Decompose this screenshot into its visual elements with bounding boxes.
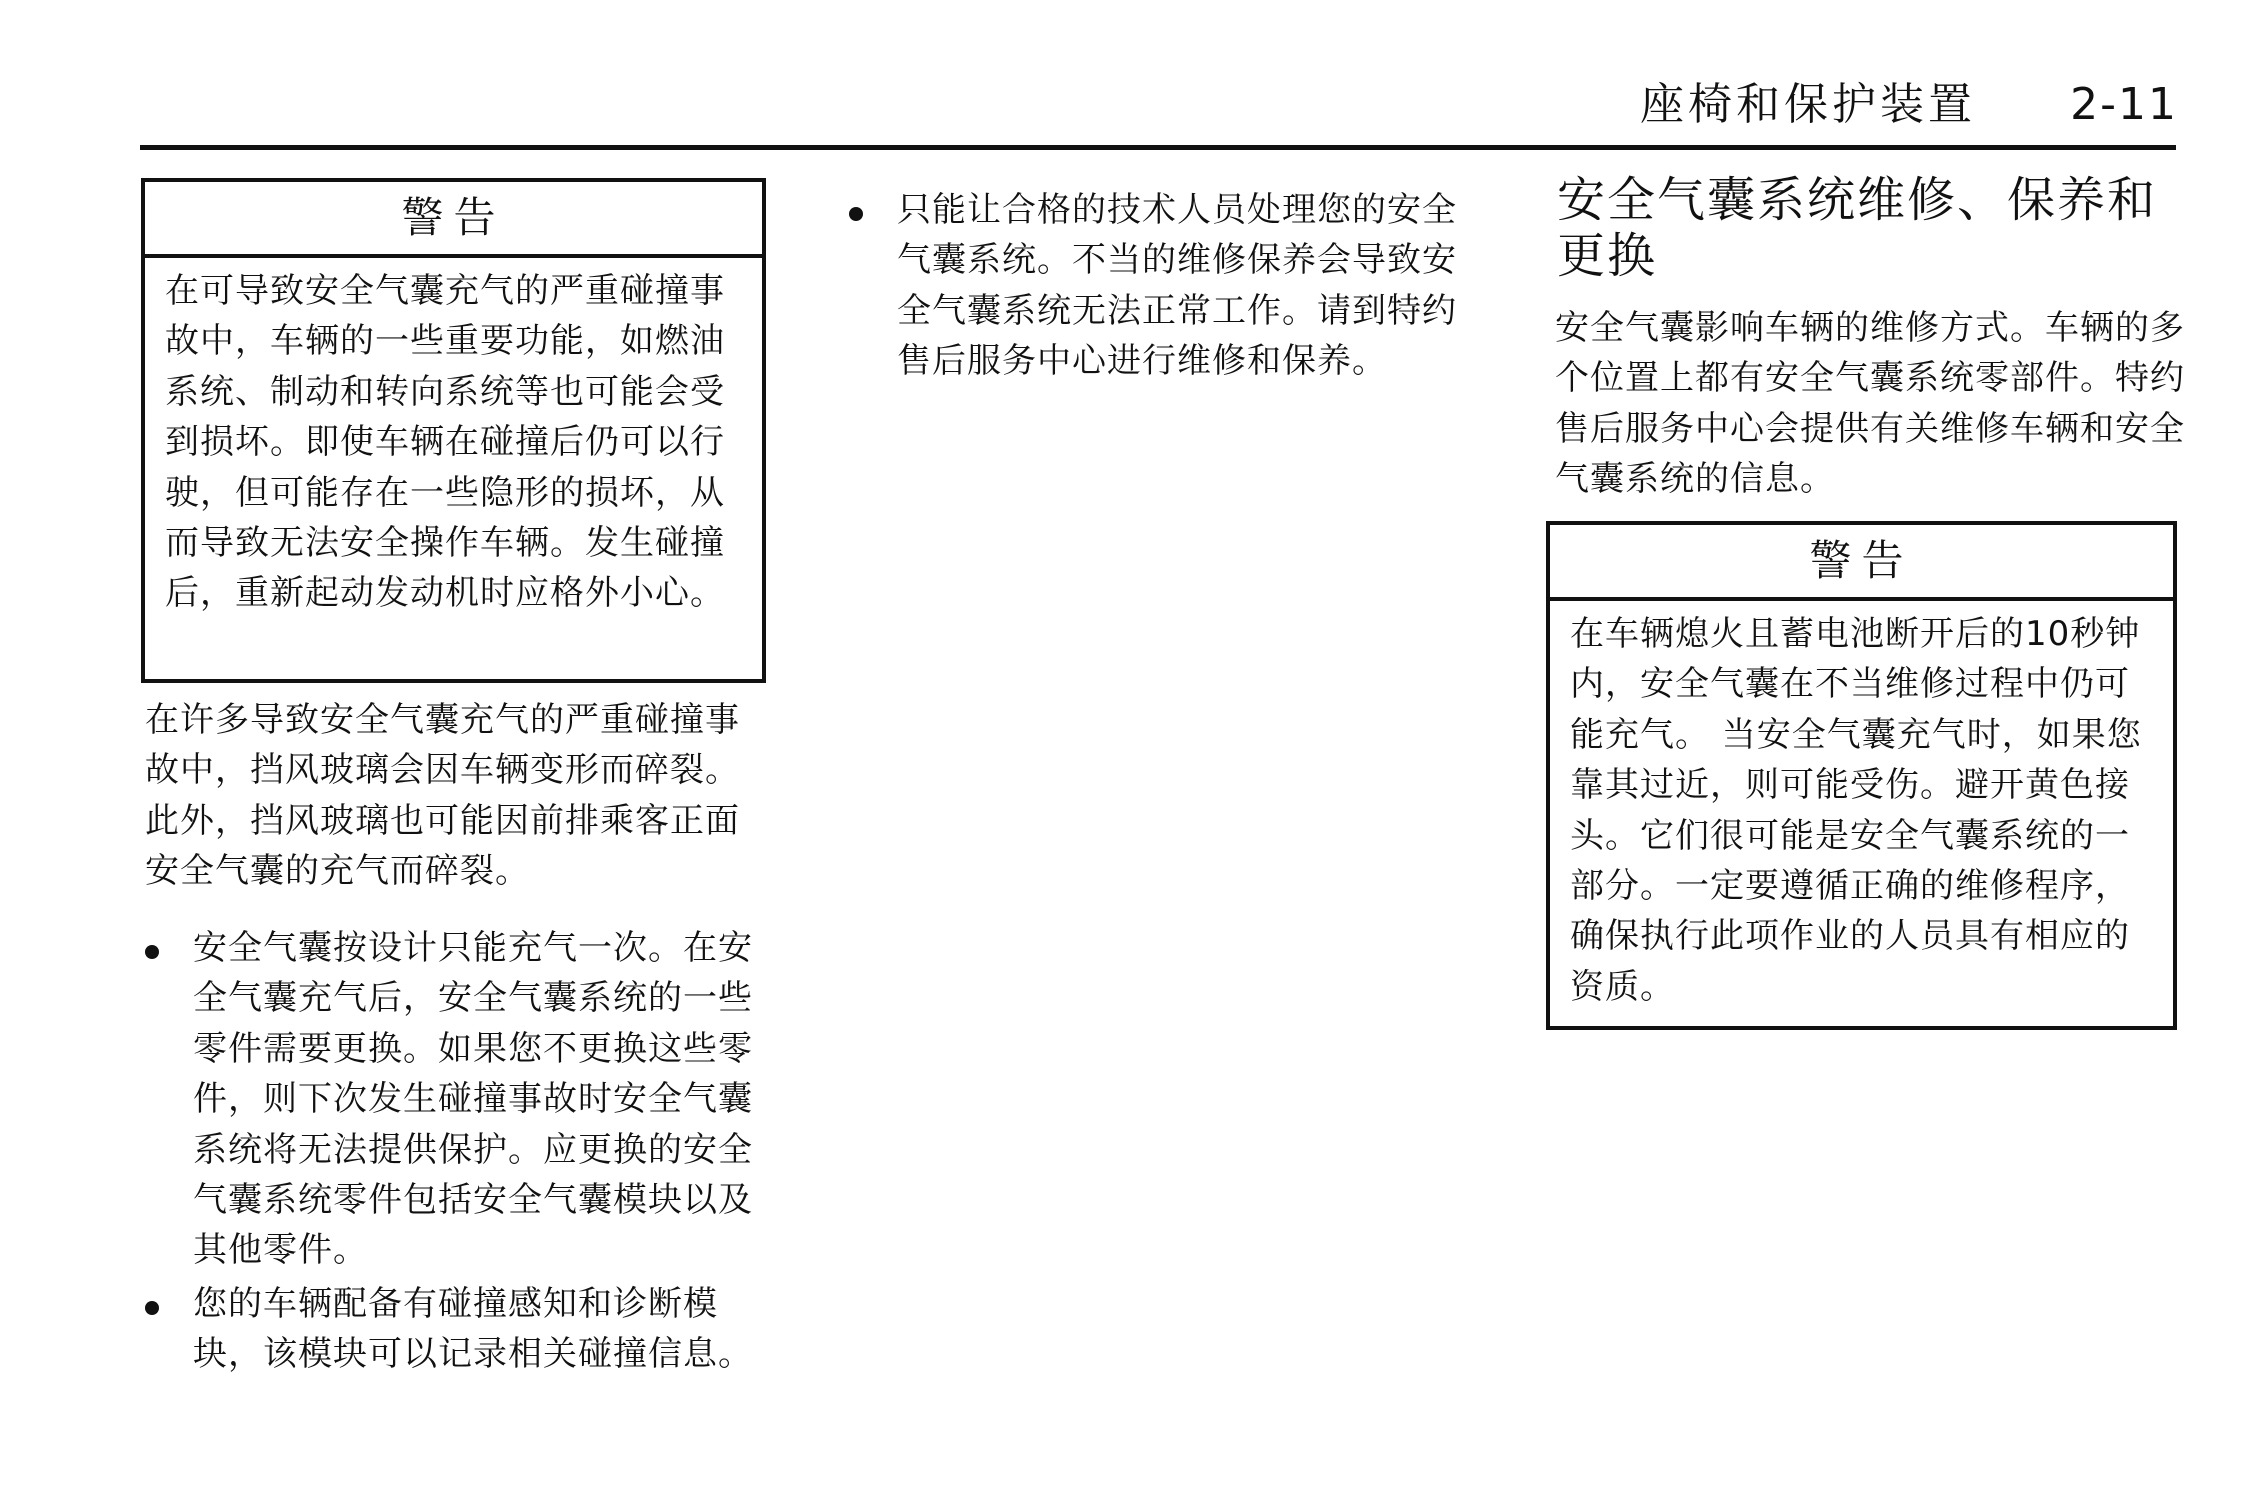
list-item-crash-sensing-module	[193, 1279, 773, 1380]
header-rule	[140, 145, 2176, 150]
warning-heading: 警告	[1550, 525, 2173, 601]
list-item-airbag-inflate-once	[193, 923, 773, 1276]
list-item-qualified-technicians	[897, 185, 1457, 387]
bullet-icon	[145, 945, 159, 959]
bullet-text: 只能让合格的技术人员处理您的安全气囊系统。不当的维修保养会导致安全气囊系统无法正常工作。请到特约售后服务中心进行维修和保养。	[897, 190, 1457, 382]
warning-text: 在车辆熄火且蓄电池断开后的10秒钟内，安全气囊在不当维修过程中仍可能充气。 当安全气囊充气时，如果您靠其过近，则可能受伤。避开黄色接头。它们很可能是安全气囊系统的一部分。一定要遵循正确的维修程序，确保执行此项作业的人员具有相应的资质。	[1570, 614, 2142, 1007]
bullet-icon	[145, 1301, 159, 1315]
page-number: 2-11	[2070, 79, 2178, 130]
bullet-text: 您的车辆配备有碰撞感知和诊断模块，该模块可以记录相关碰撞信息。	[193, 1284, 753, 1375]
warning-heading: 警告	[145, 182, 762, 258]
bullet-icon	[849, 207, 863, 221]
bullet-text: 安全气囊按设计只能充气一次。在安全气囊充气后，安全气囊系统的一些零件需要更换。如果您不更换这些零件，则下次发生碰撞事故时安全气囊系统将无法提供保护。应更换的安全气囊系统零件包括安全气囊模块以及其他零件。	[193, 928, 753, 1271]
service-paragraph: 安全气囊影响车辆的维修方式。车辆的多个位置上都有安全气囊系统零部件。特约售后服务中心会提供有关维修车辆和安全气囊系统的信息。	[1555, 308, 2185, 500]
section-heading: 安全气囊系统维修、保养和更换	[1557, 172, 2158, 284]
running-header-title: 座椅和保护装置	[1640, 79, 1976, 130]
warning-box-service-inflation	[1546, 521, 2177, 1030]
warning-text: 在可导致安全气囊充气的严重碰撞事故中，车辆的一些重要功能，如燃油系统、制动和转向系统等也可能会受到损坏。即使车辆在碰撞后仍可以行驶，但可能存在一些隐形的损坏，从而导致无法安全操作车辆。发生碰撞后，重新起动发动机时应格外小心。	[165, 271, 725, 614]
windshield-paragraph: 在许多导致安全气囊充气的严重碰撞事故中，挡风玻璃会因车辆变形而碎裂。此外，挡风玻璃也可能因前排乘客正面安全气囊的充气而碎裂。	[145, 700, 740, 892]
warning-box-crash-damage	[141, 178, 766, 683]
